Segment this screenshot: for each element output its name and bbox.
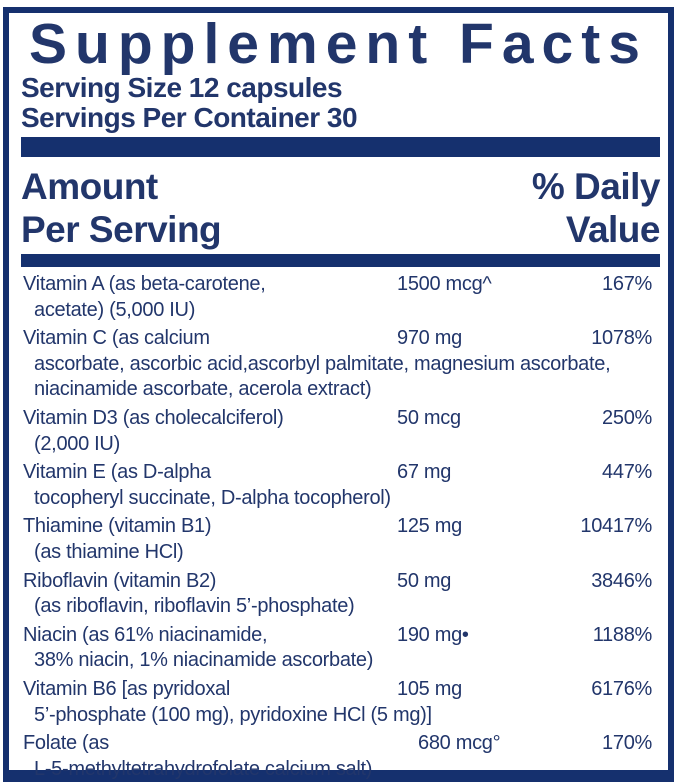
nutrient-continuation-line: tocopheryl succinate, D-alpha tocopherol) [34, 486, 391, 509]
nutrient-name: Riboflavin (vitamin B2) [23, 569, 217, 592]
nutrient-first-line [23, 326, 658, 352]
table-row [23, 623, 658, 674]
nutrient-amount: 1500 mcg^ [397, 273, 492, 295]
nutrient-daily-value: 10417% [580, 515, 652, 538]
table-row [23, 460, 658, 511]
nutrient-amount: 50 mcg [397, 406, 461, 429]
nutrient-daily-value: 1078% [591, 327, 652, 350]
nutrient-amount: 680 mcg° [418, 732, 501, 755]
table-row [23, 514, 658, 565]
nutrient-amount: 50 mg [397, 569, 452, 592]
table-row [23, 272, 658, 323]
nutrient-name: Vitamin B6 [as pyridoxal [23, 677, 230, 700]
serving-info [21, 73, 660, 133]
nutrient-amount: 105 mg [397, 677, 462, 700]
nutrient-continuation-line: (as riboflavin, riboflavin 5’-phosphate) [34, 595, 355, 618]
nutrient-daily-value: 170% [602, 732, 652, 755]
nutrient-daily-value: 1188% [592, 623, 652, 646]
nutrient-first-line [23, 460, 658, 486]
nutrient-continuation-line: 5’-phosphate (100 mg), pyridoxine HCl (5 mg)] [34, 703, 432, 726]
panel-title: Supplement Facts [29, 12, 648, 76]
facts-rows [21, 267, 660, 782]
nutrient-daily-value: 167% [602, 273, 652, 295]
nutrient-continuation-line: niacinamide ascorbate, acerola extract) [34, 378, 372, 401]
servings-per-container: Servings Per Container 30 [21, 102, 358, 133]
nutrient-first-line [23, 623, 658, 649]
nutrient-first-line [23, 514, 658, 540]
table-row [23, 569, 658, 620]
nutrient-daily-value: 3846% [591, 569, 652, 592]
nutrient-first-line [23, 272, 658, 298]
nutrient-first-line [23, 731, 658, 757]
table-row [23, 677, 658, 728]
nutrient-name: Folate (as [23, 732, 109, 755]
table-row [23, 326, 658, 403]
panel-content [9, 12, 668, 782]
nutrient-amount: 67 mg [397, 461, 452, 484]
nutrient-amount: 970 mg [397, 327, 462, 350]
nutrient-continuation-line: (as thiamine HCl) [34, 540, 184, 563]
column-headers [21, 157, 660, 251]
nutrient-amount: 125 mg [397, 515, 462, 538]
table-row [23, 406, 658, 457]
supplement-facts-panel [3, 7, 674, 782]
percent-daily-value-header: % Daily Value [531, 166, 660, 250]
nutrient-amount: 190 mg• [397, 623, 469, 646]
nutrient-continuation-line: (2,000 IU) [34, 432, 120, 455]
nutrient-first-line [23, 677, 658, 703]
nutrient-name: Vitamin A (as beta-carotene, [23, 273, 266, 295]
nutrient-daily-value: 6176% [591, 677, 652, 700]
nutrient-name: Vitamin D3 (as cholecalciferol) [23, 406, 284, 429]
nutrient-daily-value: 250% [602, 406, 652, 429]
table-row [23, 731, 658, 782]
nutrient-continuation-line: 38% niacin, 1% niacinamide ascorbate) [34, 649, 374, 672]
nutrient-continuation-line: acetate) (5,000 IU) [34, 298, 196, 321]
section-divider-thick-2 [21, 254, 660, 267]
serving-size: Serving Size 12 capsules [21, 72, 343, 103]
nutrient-first-line [23, 406, 658, 432]
nutrient-continuation-line: ascorbate, ascorbic acid,ascorbyl palmitate, magnesium ascorbate, [34, 352, 611, 375]
nutrient-name: Thiamine (vitamin B1) [23, 515, 212, 538]
amount-per-serving-header: Amount Per Serving [21, 166, 222, 250]
nutrient-name: Niacin (as 61% niacinamide, [23, 623, 268, 646]
section-divider-thick [21, 137, 660, 157]
nutrient-continuation-line: L-5-methyltetrahydrofolate calcium salt) [34, 757, 373, 780]
nutrient-daily-value: 447% [602, 461, 652, 484]
nutrient-name: Vitamin C (as calcium [23, 327, 210, 350]
nutrient-first-line [23, 569, 658, 595]
nutrient-name: Vitamin E (as D-alpha [23, 461, 211, 484]
